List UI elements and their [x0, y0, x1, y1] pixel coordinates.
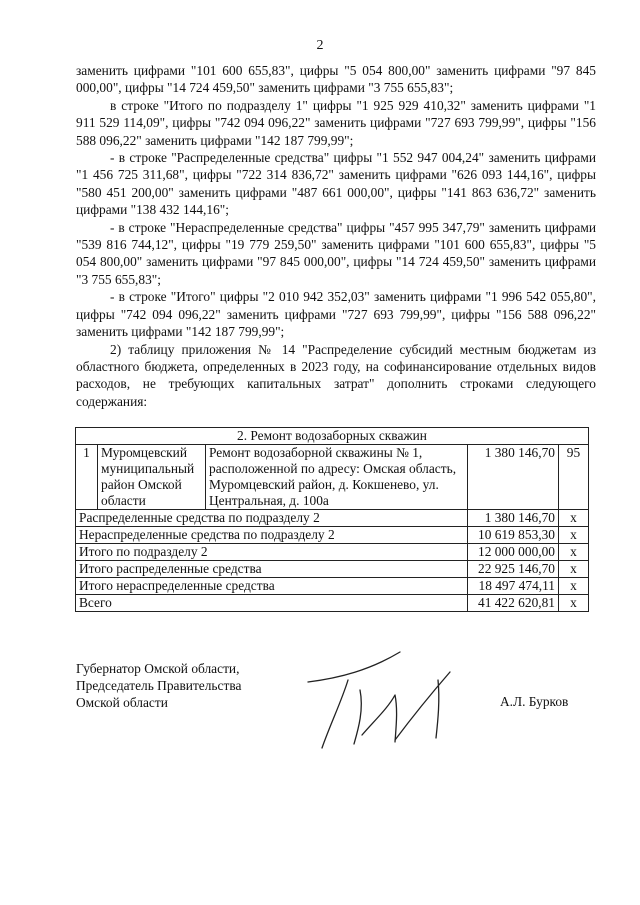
summary-label: Всего — [76, 595, 468, 612]
table-row — [76, 544, 589, 561]
summary-mark: x — [559, 578, 589, 595]
section-title: 2. Ремонт водозаборных скважин — [76, 428, 589, 445]
table-section-row — [76, 428, 589, 445]
table-row — [76, 510, 589, 527]
signatory-title-line: Председатель Правительства — [76, 678, 242, 693]
item-district: Муромцевский муниципальный район Омской области — [98, 445, 206, 510]
table-row — [76, 578, 589, 595]
table-row — [76, 561, 589, 578]
summary-label: Итого распределенные средства — [76, 561, 468, 578]
item-percent: 95 — [559, 445, 589, 510]
summary-mark: x — [559, 561, 589, 578]
page-number: 2 — [316, 38, 324, 53]
summary-mark: x — [559, 595, 589, 612]
paragraph: заменить цифрами "101 600 655,83", цифры "5 054 800,00" заменить цифрами "97 845 000,00", цифры "14 724 459,50" заменить цифрами "3 755 655,83"; — [76, 63, 596, 96]
subsidy-table — [75, 427, 589, 612]
summary-amount: 12 000 000,00 — [468, 544, 559, 561]
summary-label: Итого по подразделу 2 — [76, 544, 468, 561]
paragraph: - в строке "Распределенные средства" цифры "1 552 947 004,24" заменить цифрами "1 456 725 311,68", цифры "722 314 836,72" заменить цифрами "626 093 144,16", цифры "580 451 200,00" заменить цифрами "487 661 000,00", цифры "141 863 636,72" заменить цифрами "138 432 144,16"; — [76, 150, 596, 218]
paragraph: - в строке "Итого" цифры "2 010 942 352,03" заменить цифрами "1 996 542 055,80", цифры "742 094 096,22" заменить цифрами "727 693 799,99", цифры "156 588 096,22" заменить цифрами "142 187 799,99"; — [76, 289, 596, 340]
paragraph: в строке "Итого по подразделу 1" цифры "1 925 929 410,32" заменить цифрами "1 911 529 114,09", цифры "742 094 096,22" заменить цифрами "727 693 799,99", цифры "156 588 096,22" заменить цифрами "142 187 799,99"; — [76, 97, 596, 148]
summary-amount: 10 619 853,30 — [468, 527, 559, 544]
item-description: Ремонт водозаборной скважины № 1, расположенной по адресу: Омская область, Муромцевский район, д. Кокшенево, ул. Центральная, д. 100а — [206, 445, 468, 510]
paragraph: - в строке "Нераспределенные средства" цифры "457 995 347,79" заменить цифрами "539 816 744,12", цифры "19 779 259,50" заменить цифрами "101 600 655,83", цифры "5 054 800,00" заменить цифрами "97 845 000,00", цифры "14 724 459,50" заменить цифрами "3 755 655,83"; — [76, 219, 596, 287]
summary-mark: x — [559, 527, 589, 544]
summary-mark: x — [559, 544, 589, 561]
paragraph: 2) таблицу приложения № 14 "Распределение субсидий местным бюджетам из областного бюджета, определенных в 2023 году, на софинансирование отдельных видов расходов, не требующих капитальных затрат" дополнить строками следующего содержания: — [76, 341, 596, 409]
body-text — [76, 62, 596, 410]
summary-label: Распределенные средства по подразделу 2 — [76, 510, 468, 527]
summary-label: Итого нераспределенные средства — [76, 578, 468, 595]
table-row — [76, 595, 589, 612]
signatory-title-line: Губернатор Омской области, — [76, 661, 240, 676]
summary-amount: 41 422 620,81 — [468, 595, 559, 612]
table-row — [76, 445, 589, 510]
summary-amount: 22 925 146,70 — [468, 561, 559, 578]
summary-mark: x — [559, 510, 589, 527]
handwritten-signature — [300, 640, 480, 760]
summary-label: Нераспределенные средства по подразделу 2 — [76, 527, 468, 544]
summary-amount: 18 497 474,11 — [468, 578, 559, 595]
signatory-name: А.Л. Бурков — [500, 694, 569, 709]
table-row — [76, 527, 589, 544]
signatory-title-line: Омской области — [76, 695, 168, 710]
item-amount: 1 380 146,70 — [468, 445, 559, 510]
signature-block — [76, 660, 241, 711]
item-number: 1 — [76, 445, 98, 510]
summary-amount: 1 380 146,70 — [468, 510, 559, 527]
